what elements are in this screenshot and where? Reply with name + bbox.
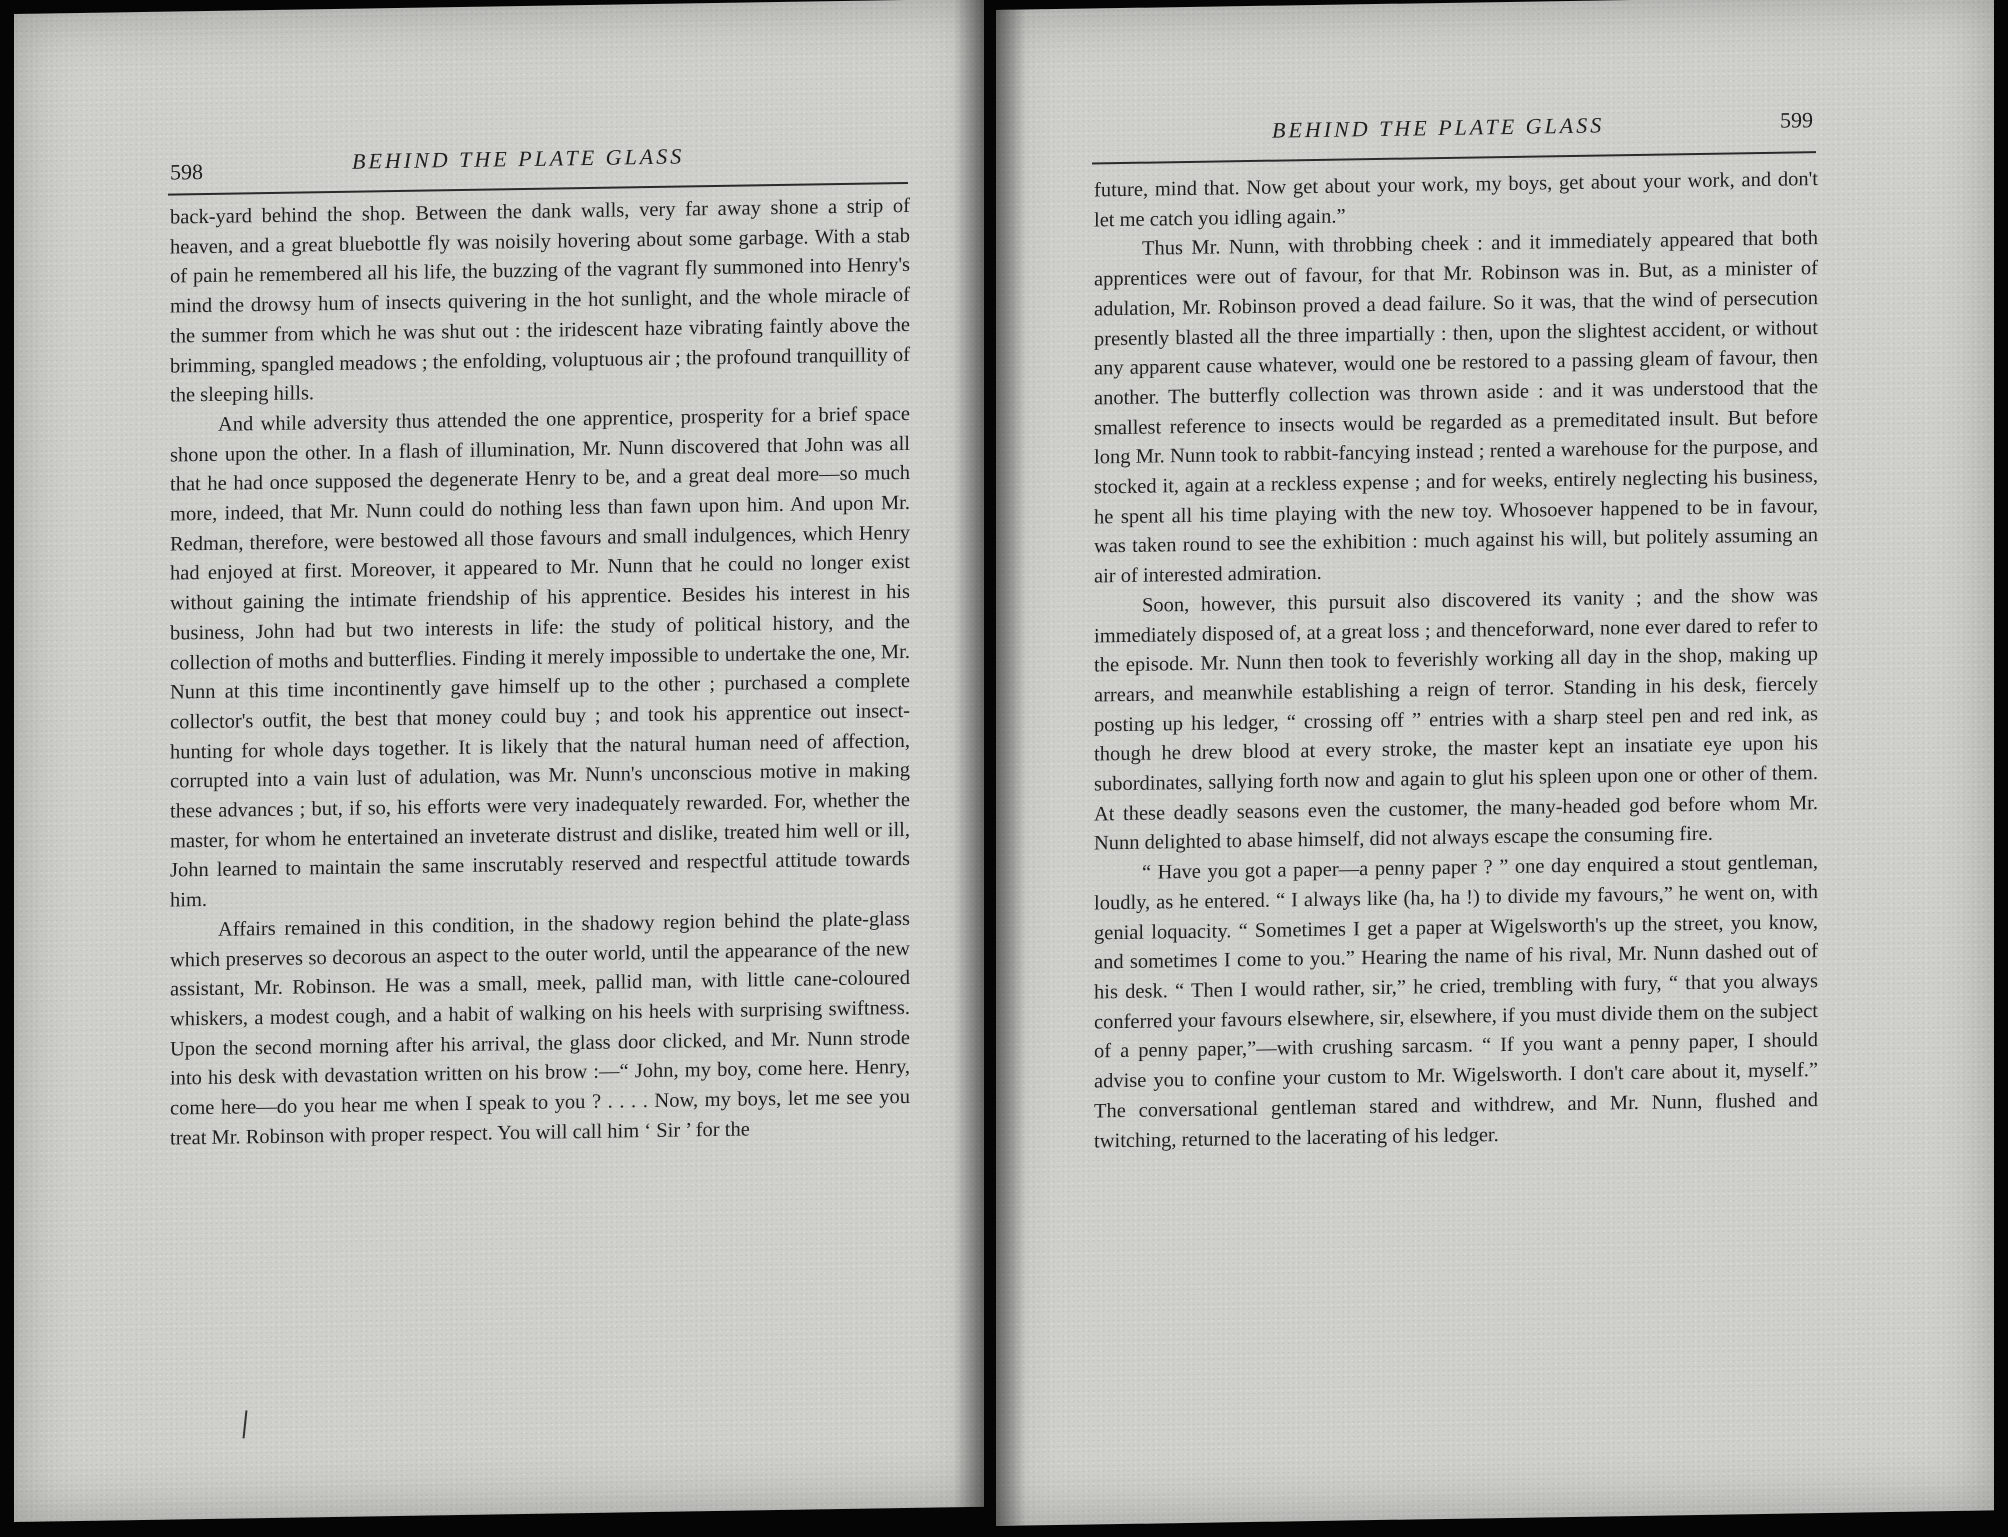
right-paragraph-4: “ Have you got a paper—a penny paper ? ” one day enquired a stout gentleman, loudly, as he entered. “ I always like (ha, ha !) to divide my favours,” he went on, with genial loquacity. “ Sometimes I get a paper at Wigelsworth's up the street, you know, and sometimes I come to you.” Hearing the name of his rival, Mr. Nunn dashed out of his desk. “ Then I would rather, sir,” he cried, trembling with fury, “ that you always conferred your favours elsewhere, sir, elsewhere, if you must divide them on the subject of a penny paper,”—with crushing sarcasm. “ If you want a penny paper, I should advise you to confine your custom to Mr. Wigelsworth. I don't care about it, myself.” The conversational gentleman stared and withdrew, and Mr. Nunn, flushed and twitching, returned to the lacerating of his ledger. <box>1094 851 1818 1152</box>
right-page <box>996 0 1994 1526</box>
left-page-body <box>170 192 910 1154</box>
right-page-number: 599 <box>1780 107 1813 133</box>
left-paragraph-1: back-yard behind the shop. Between the dank walls, very far away shone a strip of heaven, and a great bluebottle fly was noisily hovering about some garbage. With a stab of pain he remembered all his life, the buzzing of the vagrant fly summoned into Henry's mind the drowsy hum of insects quivering in the hot sunlight, and the whole miracle of the summer from which he was shut out : the iridescent haze vibrating faintly above the brimming, spangled meadows ; the enfolding, voluptuous air ; the profound tranquillity of the sleeping hills. <box>170 194 910 407</box>
left-running-title: BEHIND THE PLATE GLASS <box>352 143 685 174</box>
right-page-body <box>1094 165 1818 1157</box>
page-blemish <box>243 1410 248 1438</box>
left-paragraph-2: And while adversity thus attended the one apprentice, prosperity for a brief space shone upon the other. In a flash of illumination, Mr. Nunn discovered that John was all that he had once supposed the degenerate Henry to be, and a great deal more—so much more, indeed, that Mr. Nunn could do nothing less than fawn upon him. And upon Mr. Redman, therefore, were bestowed all those favours and small indulgences, which Henry had enjoyed at first. Moreover, it appeared to Mr. Nunn that he could no longer exist without gaining the intimate friendship of his apprentice. Besides his interest in his business, John had but two interests in life: the study of political history, and the collection of moths and butterflies. Finding it merely impossible to undertake the one, Mr. Nunn at this time incontinently gave himself up to the other ; purchased a complete collector's outfit, the best that money could buy ; and took his apprentice out insect-hunting for whole days together. It is likely that the natural human need of affection, corrupted into a vain lust of adulation, was Mr. Nunn's unconscious motive in making these advances ; but, if so, his efforts were very inadequately rewarded. For, whether the master, for whom he entertained an inveterate distrust and dislike, treated him well or ill, John learned to maintain the same inscrutably reserved and respectful attitude towards him. <box>170 402 910 912</box>
right-paragraph-1: future, mind that. Now get about your work, my boys, get about your work, and don't let me catch you idling again.” <box>1094 168 1818 232</box>
left-page-gutter-shadow <box>954 0 984 1507</box>
left-paragraph-3: Affairs remained in this condition, in the shadowy region behind the plate-glass which preserves so decorous an aspect to the outer world, until the appearance of the new assistant, Mr. Robinson. He was a small, meek, pallid man, with little cane-coloured whiskers, a modest cough, and a habit of walking on his heels with surprising swiftness. Upon the second morning after his arrival, the glass door clicked, and Mr. Nunn strode into his desk with devastation written on his brow :—“ John, my boy, come here. Henry, come here—do you hear me when I speak to you ? . . . . Now, my boys, let me see you treat Mr. Robinson with proper respect. You will call him ‘ Sir ’ for the <box>170 907 910 1150</box>
left-page-number: 598 <box>170 159 203 185</box>
right-header-rule <box>1092 151 1816 164</box>
right-paragraph-2: Thus Mr. Nunn, with throbbing cheek : and it immediately appeared that both apprentices were out of favour, for that Mr. Robinson was in. But, as a minister of adulation, Mr. Robinson proved a dead failure. So it was, that the wind of persecution presently blasted all the three impartially : then, upon the slightest accident, or without any apparent cause whatever, would one be restored to a passing gleam of favour, then another. The butterfly collection was thrown aside : and it was understood that the smallest reference to insects would be regarded as a premeditated insult. But before long Mr. Nunn took to rabbit-fancying instead ; rented a warehouse for the purpose, and stocked it, again at a reckless expense ; and for weeks, entirely neglecting his business, he spent all his time playing with the new toy. Whosoever happened to be in favour, was taken round to see the exhibition : much against his will, but politely assuming an air of interested admiration. <box>1094 227 1818 588</box>
right-page-gutter-shadow <box>996 10 1026 1526</box>
left-page <box>14 0 984 1522</box>
right-paragraph-3: Soon, however, this pursuit also discovered its vanity ; and the show was immediately disposed of, at a great loss ; and thenceforward, none ever dared to refer to the episode. Mr. Nunn then took to feverishly working all day in the shop, making up arrears, and meanwhile establishing a reign of terror. Standing in his desk, fiercely posting up his ledger, “ crossing off ” entries with a sharp steel pen and red ink, as though he drew blood at every stroke, the master kept an insatiate eye upon his subordinates, sallying forth now and again to glut his spleen upon one or other of them. At these deadly seasons even the customer, the many-headed god before whom Mr. Nunn delighted to abase himself, did not always escape the consuming fire. <box>1094 583 1818 855</box>
right-running-title: BEHIND THE PLATE GLASS <box>1272 112 1605 143</box>
